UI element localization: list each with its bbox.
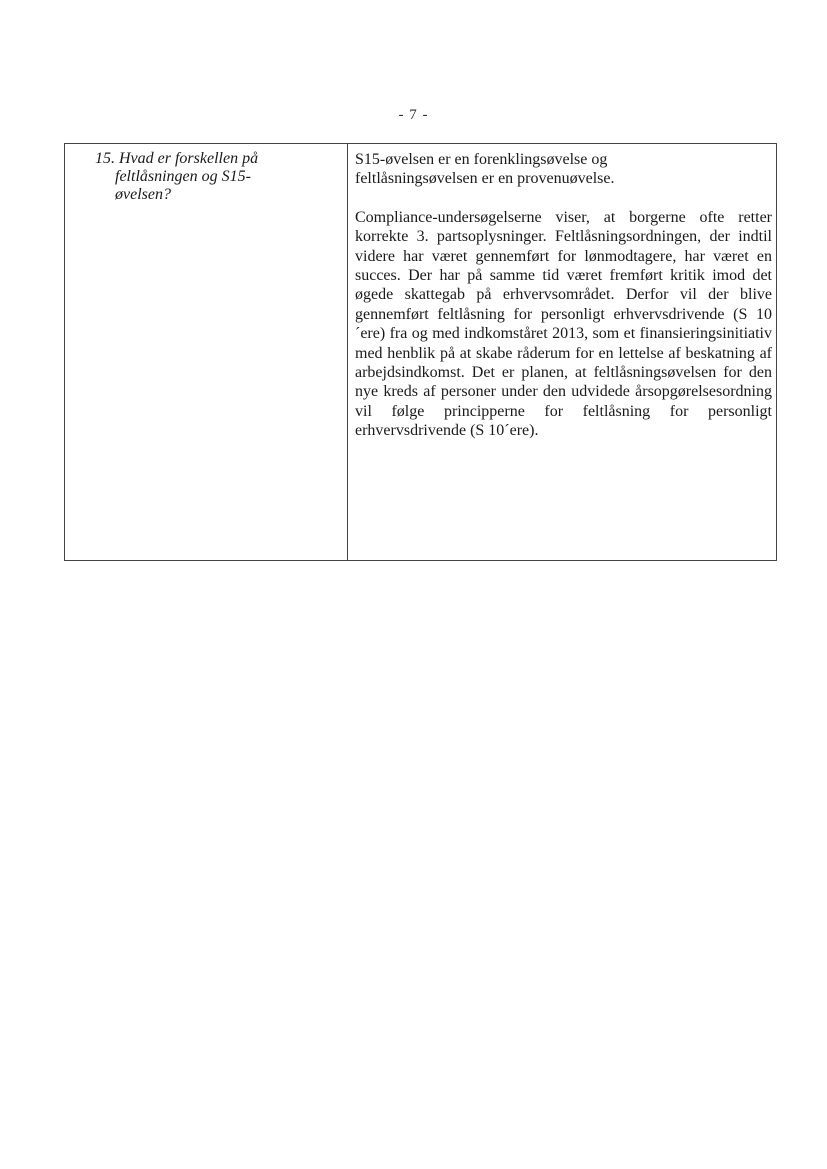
page-number: - 7 - [398,107,429,123]
question-line-1 [95,150,337,168]
question-line-3: øvelsen? [115,186,171,203]
question-number: 15. [95,150,115,167]
qa-table [64,143,777,561]
answer-cell [348,144,776,560]
question-text-1: Hvad er forskellen på [119,150,259,167]
question-cell [65,144,348,560]
answer-paragraph-2: Compliance-undersøgelserne viser, at borgerne ofte retter korrekte 3. partsoplysninger. Feltlåsningsordningen, der indtil videre har været gennemført for lønmodtagere, har været en succes. Der har på samme tid været fremført kritik imod det øgede skattegab på erhvervsområdet. Derfor vil der blive gennemført feltlåsning for personligt erhvervsdrivende (S 10´ere) fra og med indkomståret 2013, som et finansieringsinitiativ med henblik på at skabe råderum for en lettelse af beskatning af arbejdsindkomst. Det er planen, at feltlåsningsøvelsen for den nye kreds af personer under den udvidede årsopgørelsesordning vil følge principperne for feltlåsning for personligt erhvervsdrivende (S 10´ere). [355,208,772,440]
paragraph-spacer [355,189,772,208]
answer-paragraph-1 [355,150,772,189]
answer-paragraph-1-line-1: S15-øvelsen er en forenklingsøvelse og [355,151,608,168]
question-line-2: feltlåsningen og S15- [115,168,251,185]
answer-paragraph-1-line-2: feltlåsningsøvelsen er en provenuøvelse. [355,170,615,188]
